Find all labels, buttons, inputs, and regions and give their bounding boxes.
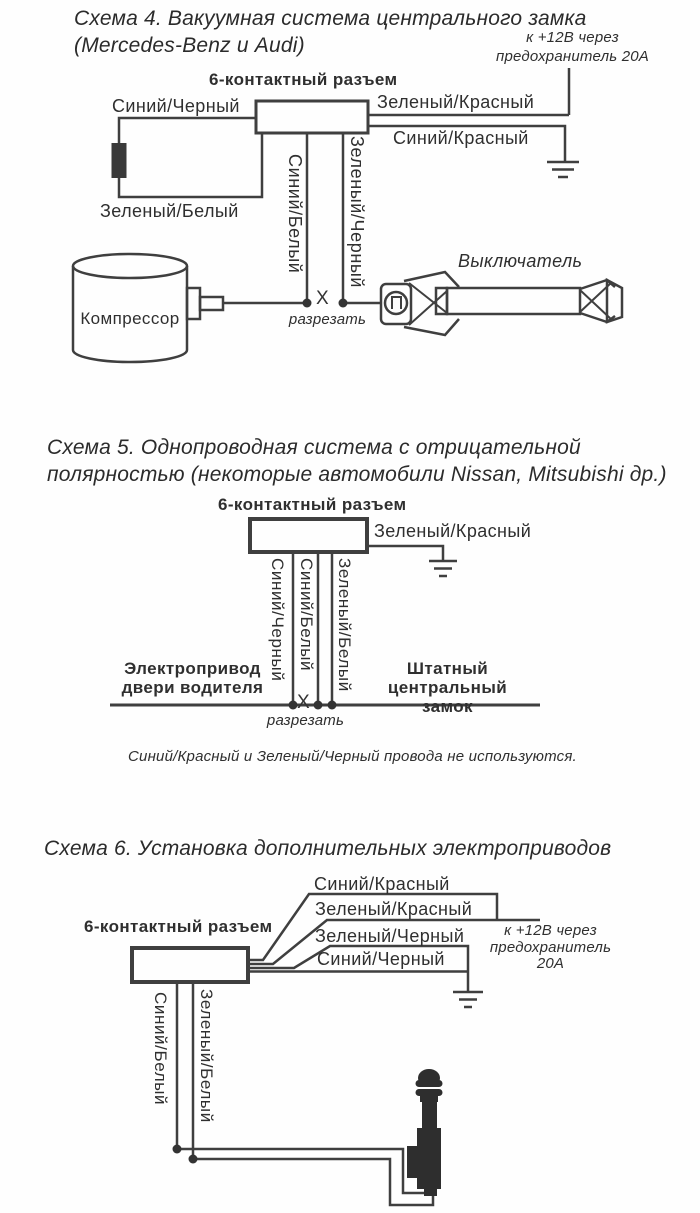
scheme6-title: Схема 6. Установка дополнительных электроприводов bbox=[44, 837, 612, 860]
scheme5-title-line2: полярностью (некоторые автомобили Nissan, Mitsubishi др.) bbox=[47, 463, 667, 486]
compressor-label: Компрессор bbox=[80, 309, 180, 328]
scheme5-connector-block bbox=[250, 519, 367, 552]
junction-dot bbox=[303, 299, 312, 308]
junction-dot bbox=[314, 701, 323, 710]
scheme4-title-line2: (Mercedes-Benz и Audi) bbox=[74, 34, 305, 57]
scheme6-connector-label: 6-контактный разъем bbox=[84, 917, 273, 936]
scheme5-ground-wire bbox=[367, 546, 443, 561]
cut-label: разрезать bbox=[288, 311, 367, 328]
switch-label: Выключатель bbox=[458, 251, 583, 271]
scheme5-title-line1: Схема 5. Однопроводная система с отрицательной bbox=[47, 436, 581, 459]
wire-label-green-red: Зеленый/Красный bbox=[374, 521, 532, 541]
scheme4-vertical-wires bbox=[307, 133, 343, 303]
central-lock-label: Штатный центральный замок bbox=[387, 659, 508, 716]
scheme4-connector-label: 6-контактный разъем bbox=[209, 70, 398, 89]
wire-label-blue-red: Синий/Красный bbox=[393, 128, 529, 148]
scheme4-power-note: к +12В через предохранитель 20А bbox=[496, 29, 649, 65]
wire-label-green-red: Зеленый/Красный bbox=[315, 899, 473, 919]
switch-drawing bbox=[381, 272, 622, 335]
actuator-drawing bbox=[407, 1069, 443, 1196]
scheme4-left-wire bbox=[119, 118, 262, 197]
scheme6-vertical-wires bbox=[177, 982, 193, 1159]
wire-label-green-red: Зеленый/Красный bbox=[377, 92, 535, 112]
cut-label: разрезать bbox=[266, 712, 345, 729]
wire-label-green-white-vertical: Зеленый/Белый bbox=[197, 989, 216, 1123]
scheme6-connector-block bbox=[132, 948, 248, 982]
wire-label-green-white-vertical: Зеленый/Белый bbox=[335, 558, 354, 692]
junction-dot bbox=[173, 1145, 182, 1154]
junction-dot bbox=[328, 701, 337, 710]
wire-label-green-black-vertical: Зеленый/Черный bbox=[347, 136, 367, 289]
cut-mark: X bbox=[297, 692, 311, 713]
wire-label-blue-black: Синий/Черный bbox=[112, 96, 240, 116]
compressor-drawing bbox=[73, 254, 223, 362]
scheme6-actuator-wire-2 bbox=[193, 1159, 433, 1205]
junction-dot bbox=[339, 299, 348, 308]
junction-dot bbox=[189, 1155, 198, 1164]
wire-label-green-white: Зеленый/Белый bbox=[100, 201, 239, 221]
wire-label-blue-black: Синий/Черный bbox=[317, 949, 445, 969]
scheme5-ground-icon bbox=[429, 561, 457, 576]
scheme4-ground-icon bbox=[547, 162, 579, 177]
scheme6-actuator-wire-1 bbox=[177, 1149, 424, 1193]
driver-door-actuator-label: Электропривод двери водителя bbox=[121, 659, 264, 697]
wire-label-blue-white-vertical: Синий/Белый bbox=[285, 154, 305, 274]
scheme4-inline-component-icon bbox=[112, 143, 127, 178]
scheme4-connector-block bbox=[256, 101, 368, 133]
scheme5-connector-label: 6-контактный разъем bbox=[218, 495, 407, 514]
wire-label-green-black: Зеленый/Черный bbox=[315, 926, 465, 946]
wire-label-blue-red: Синий/Красный bbox=[314, 874, 450, 894]
wire-label-blue-black-vertical: Синий/Черный bbox=[268, 558, 287, 682]
scheme6-ground-icon bbox=[453, 992, 483, 1007]
wire-label-blue-white-vertical: Синий/Белый bbox=[151, 992, 170, 1106]
scheme5-note: Синий/Красный и Зеленый/Черный провода не используются. bbox=[128, 748, 577, 765]
scheme6-power-note: к +12В через предохранитель 20А bbox=[489, 922, 612, 972]
scheme4-title-line1: Схема 4. Вакуумная система центрального замка bbox=[74, 7, 587, 30]
wire-label-blue-white-vertical: Синий/Белый bbox=[297, 558, 316, 672]
cut-mark: X bbox=[316, 288, 330, 309]
